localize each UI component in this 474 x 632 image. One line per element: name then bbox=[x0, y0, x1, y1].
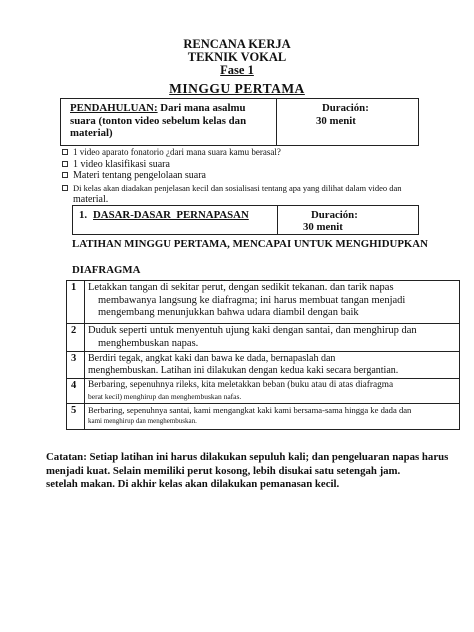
step-number: 4 bbox=[67, 379, 85, 404]
table-row bbox=[67, 379, 460, 404]
intro-line2: suara (tonton video sebelum kelas dan bbox=[70, 114, 247, 127]
document-title: RENCANA KERJA bbox=[183, 37, 291, 51]
list-item bbox=[62, 170, 467, 182]
step-number: 3 bbox=[67, 352, 85, 379]
list-item-text: 1 video aparato fonatorio ¿dari mana suara kamu berasal? bbox=[73, 147, 281, 157]
intro-topic bbox=[70, 102, 275, 140]
step-text bbox=[85, 379, 460, 404]
objective-line1: LATIHAN MINGGU PERTAMA, MENCAPAI UNTUK MENGHIDUPKAN bbox=[72, 238, 428, 250]
list-item-text: Materi tentang pengelolaan suara bbox=[73, 170, 206, 181]
intro-heading-rest: Dari mana asalmu bbox=[157, 102, 246, 114]
table-row bbox=[67, 352, 460, 379]
section-box bbox=[72, 205, 419, 235]
notes-line: setelah makan. Di akhir kelas akan dilakukan pemanasan kecil. bbox=[46, 478, 340, 490]
step-line: Berbaring, sepenuhnya rileks, kita meletakkan beban (buku atau di atas diafragma bbox=[88, 380, 394, 390]
intro-duration-value: 30 menit bbox=[316, 114, 356, 127]
table-row bbox=[67, 324, 460, 352]
section-duration-value: 30 menit bbox=[303, 221, 343, 233]
step-line: Berdiri tegak, angkat kaki dan bawa ke dada, bernapaslah dan bbox=[88, 353, 336, 364]
notes-line: menjadi kuat. Selain memiliki perut kosong, lebih disukai satu setengah jam. bbox=[46, 464, 401, 477]
document-subtitle: TEKNIK VOKAL bbox=[187, 50, 287, 64]
step-line: Letakkan tangan di sekitar perut, dengan sedikit tekanan. dan tarik napas bbox=[88, 282, 394, 293]
list-item bbox=[62, 159, 467, 171]
notes bbox=[46, 451, 456, 492]
section-number: 1. bbox=[79, 209, 88, 221]
intro-duration bbox=[316, 102, 369, 127]
checkbox-icon bbox=[62, 172, 68, 178]
phase-title: Fase 1 bbox=[220, 63, 254, 77]
checkbox-icon bbox=[62, 149, 68, 155]
step-line: kami menghirup dan menghembuskan. bbox=[88, 417, 197, 425]
objective-line2: DIAFRAGMA bbox=[72, 264, 141, 276]
step-number: 2 bbox=[67, 324, 85, 352]
section-duration bbox=[303, 209, 358, 233]
week-title: MINGGU PERTAMA bbox=[169, 81, 305, 96]
section-title: DASAR-DASAR PERNAPASAN bbox=[93, 209, 249, 221]
section-box-divider bbox=[277, 206, 278, 234]
step-number: 1 bbox=[67, 281, 85, 324]
step-line: menghembuskan. Latihan ini dilakukan dengan kedua kaki secara bergantian. bbox=[88, 365, 399, 376]
step-number: 5 bbox=[67, 404, 85, 430]
list-item bbox=[62, 147, 467, 159]
intro-duration-label: Duración: bbox=[322, 102, 369, 114]
list-item-continuation: material. bbox=[73, 194, 109, 205]
table-row bbox=[67, 404, 460, 430]
step-line: mengembang menunjukkan bahwa udara diambil dengan baik bbox=[98, 307, 359, 318]
step-text bbox=[85, 352, 460, 379]
step-line: Berbaring, sepenuhnya santai, kami mengangkat kaki kami bersama-sama hingga ke dada dan bbox=[88, 405, 412, 415]
intro-box-divider bbox=[276, 99, 277, 145]
list-item bbox=[62, 182, 467, 195]
list-item-text: 1 video klasifikasi suara bbox=[73, 158, 170, 170]
checkbox-icon bbox=[62, 185, 68, 191]
notes-line: Catatan: Setiap latihan ini harus dilakukan sepuluh kali; dan pengeluaran napas harus bbox=[46, 451, 449, 463]
intro-line3: material) bbox=[70, 127, 113, 139]
step-text bbox=[85, 324, 460, 352]
material-list bbox=[62, 147, 467, 205]
checkbox-icon bbox=[62, 161, 68, 167]
list-item-text: Di kelas akan diadakan penjelasan kecil dan sosialisasi tentang apa yang dilihat dalam video dan bbox=[73, 182, 402, 193]
step-line: membawanya langsung ke diafragma; ini harus membuat tangan menjadi bbox=[98, 294, 406, 306]
step-line: Duduk seperti untuk menyentuh ujung kaki dengan santai, dan menghirup dan bbox=[88, 325, 417, 336]
table-row bbox=[67, 281, 460, 324]
step-text bbox=[85, 404, 460, 430]
intro-heading: PENDAHULUAN: bbox=[70, 102, 158, 114]
step-line: berat kecil) menghirup dan menghembuskan nafas. bbox=[88, 392, 242, 401]
step-text bbox=[85, 281, 460, 324]
intro-box bbox=[60, 98, 419, 146]
steps-table bbox=[66, 280, 460, 430]
section-duration-label: Duración: bbox=[311, 209, 358, 221]
step-line: menghembuskan napas. bbox=[98, 337, 199, 349]
